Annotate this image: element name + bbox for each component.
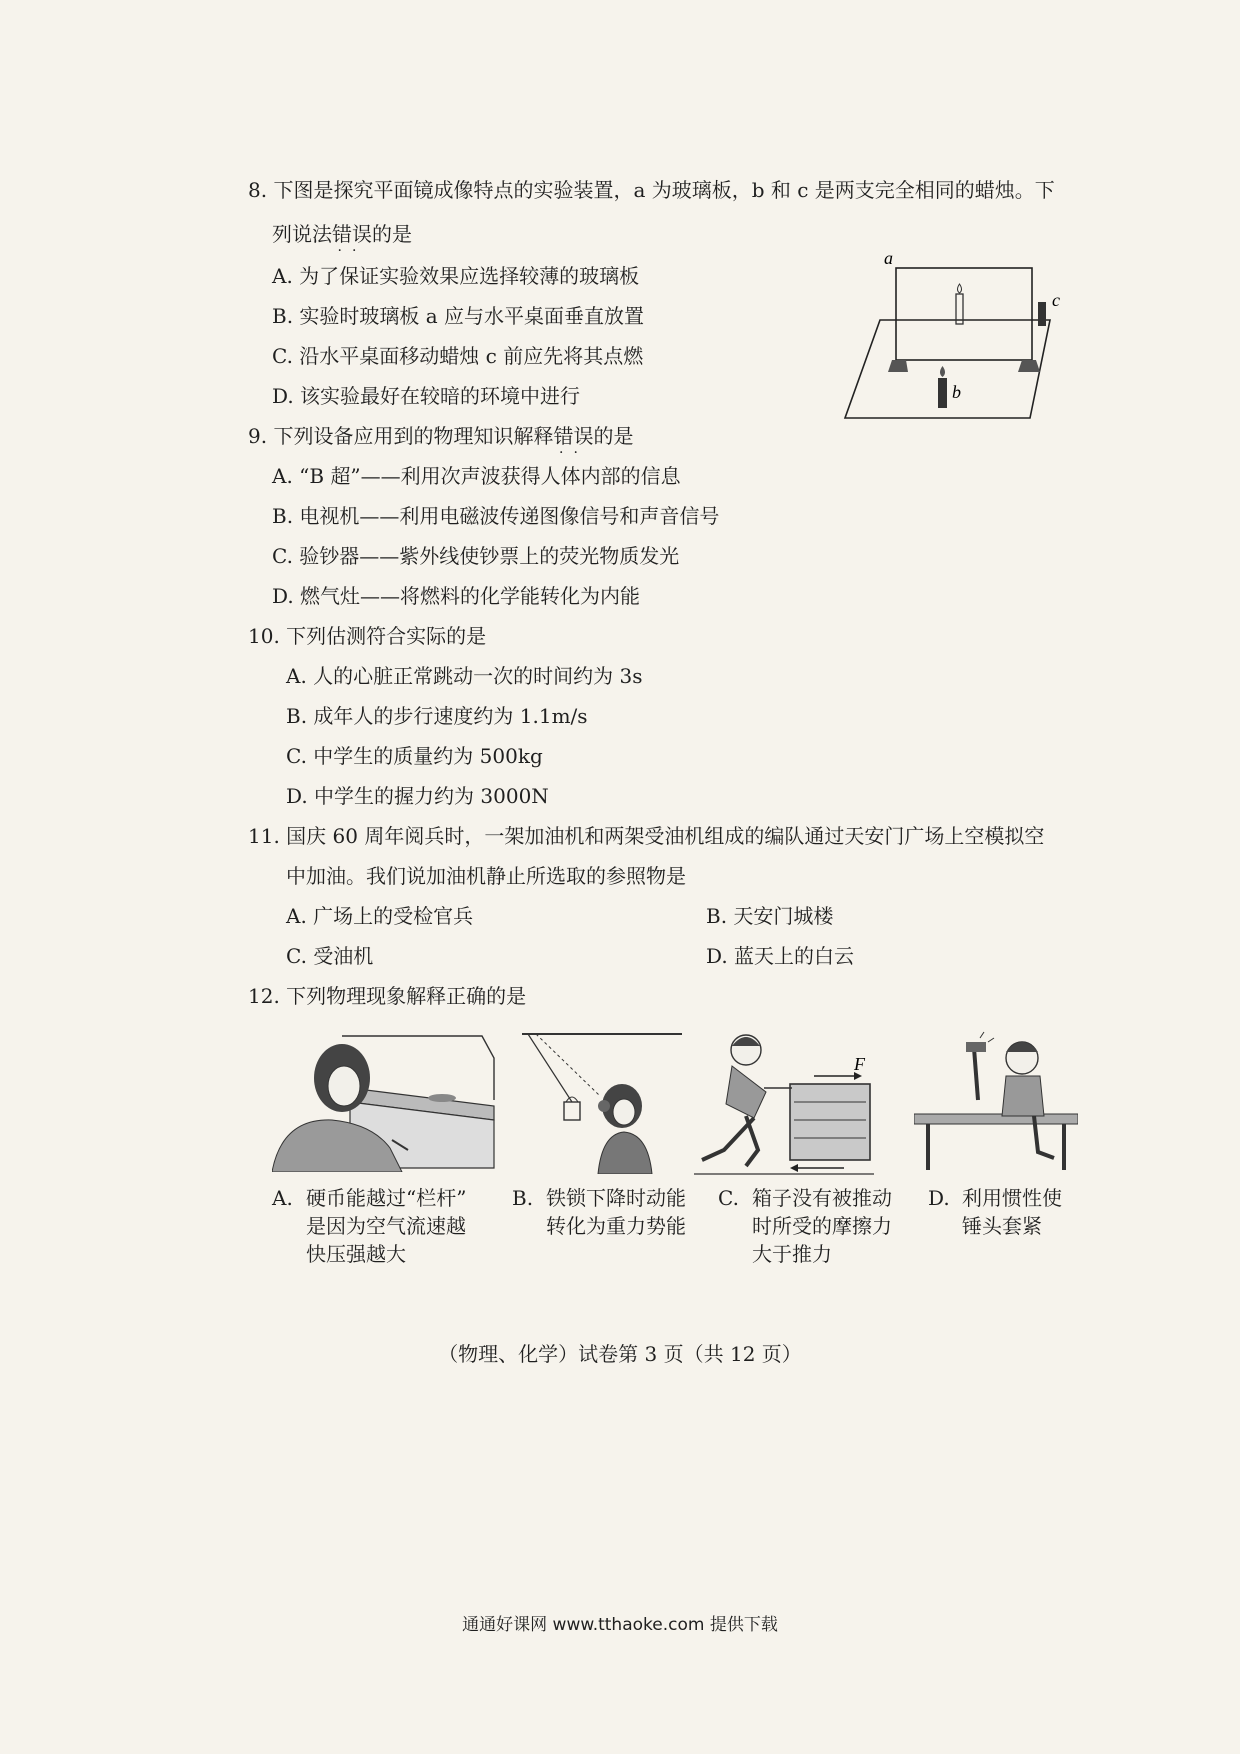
q11-stem-line1: 11. 国庆 60 周年阅兵时，一架加油机和两架受油机组成的编队通过天安门广场上空模拟空 <box>248 824 1045 848</box>
q8-option-d: D. 该实验最好在较暗的环境中进行 <box>272 384 581 408</box>
q8-stem-line2 <box>272 220 412 259</box>
q8-stem-suffix: 的是 <box>372 222 412 246</box>
q8-emphasis-text: 错误 <box>332 222 372 246</box>
q8-option-c: C. 沿水平桌面移动蜡烛 c 前应先将其点燃 <box>272 344 644 368</box>
q8-option-b: B. 实验时玻璃板 a 应与水平桌面垂直放置 <box>272 304 645 328</box>
picture-a-coin-rail <box>272 1028 498 1172</box>
caption-d-line2: 锤头套紧 <box>962 1214 1042 1238</box>
caption-a <box>272 1184 293 1212</box>
force-label: F <box>854 1054 865 1074</box>
q11-option-d: D. 蓝天上的白云 <box>706 944 855 968</box>
mirror-experiment-figure <box>840 250 1070 425</box>
q11-option-b: B. 天安门城楼 <box>706 904 834 928</box>
caption-c-letter: C. <box>718 1186 739 1210</box>
caption-a-line3: 快压强越大 <box>306 1242 406 1266</box>
q11-option-a: A. 广场上的受检官兵 <box>286 904 474 928</box>
caption-c-line3: 大于推力 <box>752 1242 832 1266</box>
caption-c-line2: 时所受的摩擦力 <box>752 1214 892 1238</box>
label-a: a <box>884 250 893 268</box>
q10-option-c: C. 中学生的质量约为 500kg <box>286 744 543 768</box>
download-source-line: 通通好课网 www.tthaoke.com 提供下载 <box>462 1615 778 1635</box>
picture-b-pendulum <box>512 1028 682 1174</box>
label-b: b <box>952 382 961 402</box>
caption-c-line1: 箱子没有被推动 <box>752 1186 892 1210</box>
q10-option-b: B. 成年人的步行速度约为 1.1m/s <box>286 704 588 728</box>
emphasis-dots: ·· <box>559 445 588 461</box>
caption-d-letter: D. <box>928 1186 950 1210</box>
q8-stem-line1: 8. 下图是探究平面镜成像特点的实验装置，a 为玻璃板，b 和 c 是两支完全相同的蜡烛。下 <box>248 178 1055 202</box>
q8-emphasis <box>332 222 372 259</box>
q9-option-b: B. 电视机——利用电磁波传递图像信号和声音信号 <box>272 504 720 528</box>
page-footer: （物理、化学）试卷第 3 页（共 12 页） <box>438 1342 802 1366</box>
caption-a-line2: 是因为空气流速越 <box>306 1214 466 1238</box>
caption-a-letter: A. <box>272 1186 293 1210</box>
q12-stem: 12. 下列物理现象解释正确的是 <box>248 984 527 1008</box>
q9-stem-suffix: 的是 <box>593 424 634 448</box>
q9-option-c: C. 验钞器——紫外线使钞票上的荧光物质发光 <box>272 544 680 568</box>
caption-d-line1: 利用惯性使 <box>962 1186 1062 1210</box>
caption-a-line1: 硬币能越过“栏杆” <box>306 1186 467 1210</box>
q9-emphasis-text: 错误 <box>553 424 594 448</box>
q9-stem <box>248 422 634 461</box>
q10-stem: 10. 下列估测符合实际的是 <box>248 624 487 648</box>
emphasis-dots: ·· <box>337 243 367 259</box>
q8-stem-prefix: 列说法 <box>272 222 332 246</box>
caption-b-letter: B. <box>512 1186 534 1210</box>
q10-option-d: D. 中学生的握力约为 3000N <box>286 784 549 808</box>
caption-b-line1: 铁锁下降时动能 <box>546 1186 686 1210</box>
label-c: c <box>1052 290 1060 310</box>
q9-option-d: D. 燃气灶——将燃料的化学能转化为内能 <box>272 584 641 608</box>
q8-option-a: A. 为了保证实验效果应选择较薄的玻璃板 <box>272 264 640 288</box>
picture-d-hammer-bench <box>914 1030 1078 1170</box>
caption-b-line2: 转化为重力势能 <box>546 1214 686 1238</box>
picture-c-push-box <box>694 1026 874 1176</box>
q9-emphasis <box>553 424 594 461</box>
q9-option-a: A. “B 超”——利用次声波获得人体内部的信息 <box>272 464 681 488</box>
q10-option-a: A. 人的心脏正常跳动一次的时间约为 3s <box>286 664 643 688</box>
q11-option-c: C. 受油机 <box>286 944 374 968</box>
q11-stem-line2: 中加油。我们说加油机静止所选取的参照物是 <box>286 864 686 888</box>
q9-stem-prefix: 9. 下列设备应用到的物理知识解释 <box>248 424 554 448</box>
